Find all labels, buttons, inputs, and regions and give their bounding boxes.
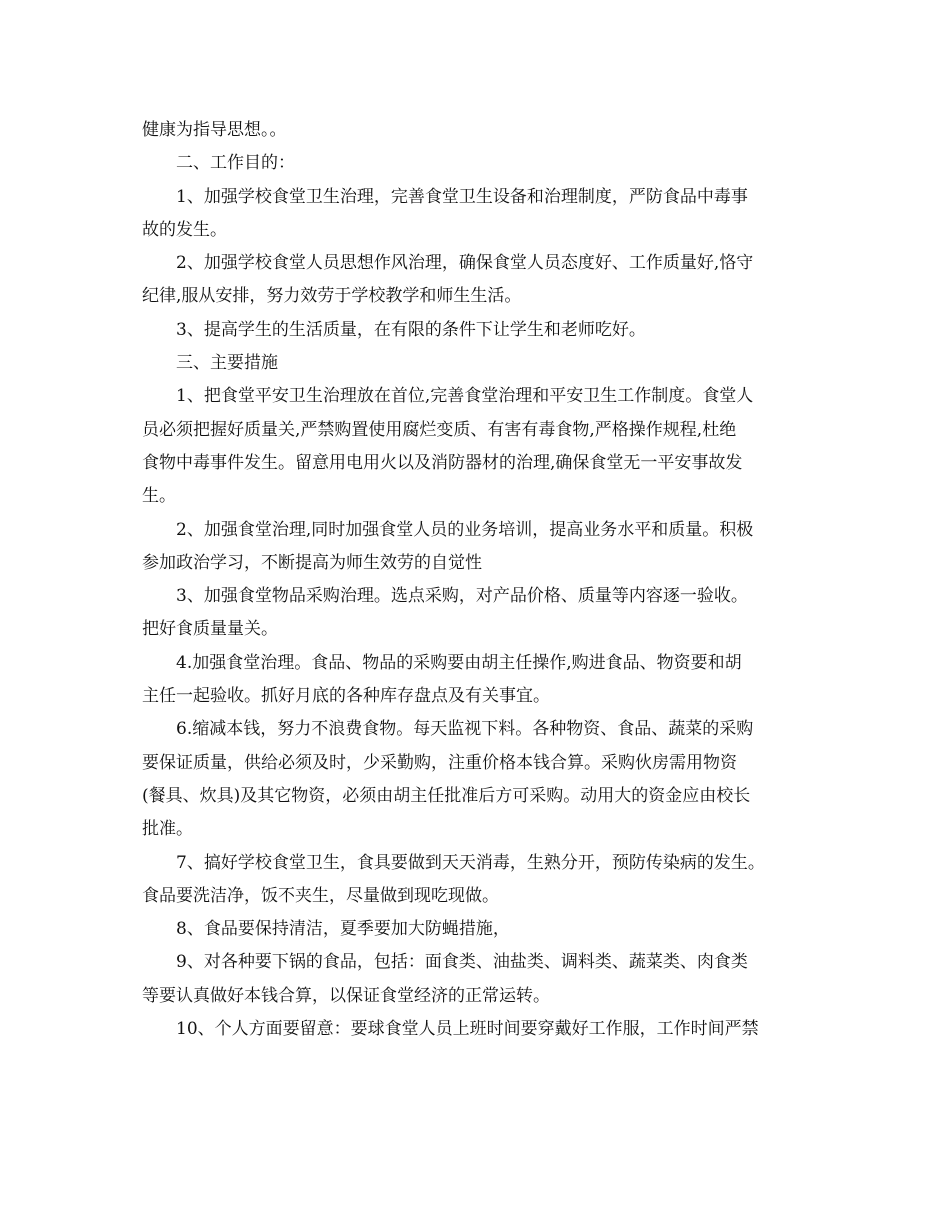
text-line: 批准。 [142, 819, 193, 840]
text-line: 6.缩减本钱，努力不浪费食物。每天监视下料。各种物资、食品、蔬菜的采购 [176, 719, 754, 740]
text-line: 食品要洗洁净，饭不夹生，尽量做到现吃现做。 [142, 885, 499, 906]
text-line: 8、食品要保持清洁，夏季要加大防蝇措施， [176, 919, 510, 940]
text-line: 主任一起验收。抓好月底的各种库存盘点及有关事宜。 [142, 686, 550, 707]
text-line: 3、提高学生的生活质量，在有限的条件下让学生和老师吃好。 [176, 319, 646, 340]
text-line: 1、把食堂平安卫生治理放在首位,完善食堂治理和平安卫生工作制度。食堂人 [176, 386, 754, 407]
text-line: 把好食质量量关。 [142, 619, 278, 640]
text-line: 2、加强学校食堂人员思想作风治理，确保食堂人员态度好、工作质量好,恪守 [176, 253, 754, 274]
text-line: 二、工作目的： [176, 153, 295, 174]
document-page [142, 114, 822, 1046]
text-line: 10、个人方面要留意：要球食堂人员上班时间要穿戴好工作服，工作时间严禁 [176, 1019, 759, 1040]
text-line: 2、加强食堂治理,同时加强食堂人员的业务培训，提高业务水平和质量。积极 [176, 519, 754, 540]
text-line: 要保证质量，供给必须及时，少采勤购，注重价格本钱合算。采购伙房需用物资 [142, 752, 737, 773]
text-line: 健康为指导思想。。 [142, 120, 287, 140]
text-line: 1、加强学校食堂卫生治理，完善食堂卫生设备和治理制度，严防食品中毒事 [176, 186, 748, 207]
text-line: 纪律,服从安排，努力效劳于学校教学和师生生活。 [142, 286, 522, 307]
text-line: 参加政治学习，不断提高为师生效劳的自觉性 [142, 552, 482, 573]
text-line: 故的发生。 [142, 219, 227, 240]
text-line: 食物中毒事件发生。留意用电用火以及消防器材的治理,确保食堂无一平安事故发 [142, 452, 743, 473]
text-line: 生。 [142, 486, 176, 507]
text-line: (餐具、炊具)及其它物资，必须由胡主任批准后方可采购。动用大的资金应由校长 [142, 785, 751, 806]
text-line: 4.加强食堂治理。食品、物品的采购要由胡主任操作,购进食品、物资要和胡 [176, 652, 742, 673]
text-line: 7、搞好学校食堂卫生，食具要做到天天消毒，生熟分开，预防传染病的发生。 [176, 852, 765, 873]
text-line: 等要认真做好本钱合算，以保证食堂经济的正常运转。 [142, 985, 550, 1006]
text-line: 三、主要措施 [176, 353, 278, 374]
text-line: 9、对各种要下锅的食品，包括：面食类、油盐类、调料类、蔬菜类、肉食类 [176, 952, 748, 973]
text-line: 员必须把握好质量关,严禁购置使用腐烂变质、有害有毒食物,严格操作规程,杜绝 [142, 419, 737, 440]
text-line: 3、加强食堂物品采购治理。选点采购，对产品价格、质量等内容逐一验收。 [176, 586, 748, 607]
